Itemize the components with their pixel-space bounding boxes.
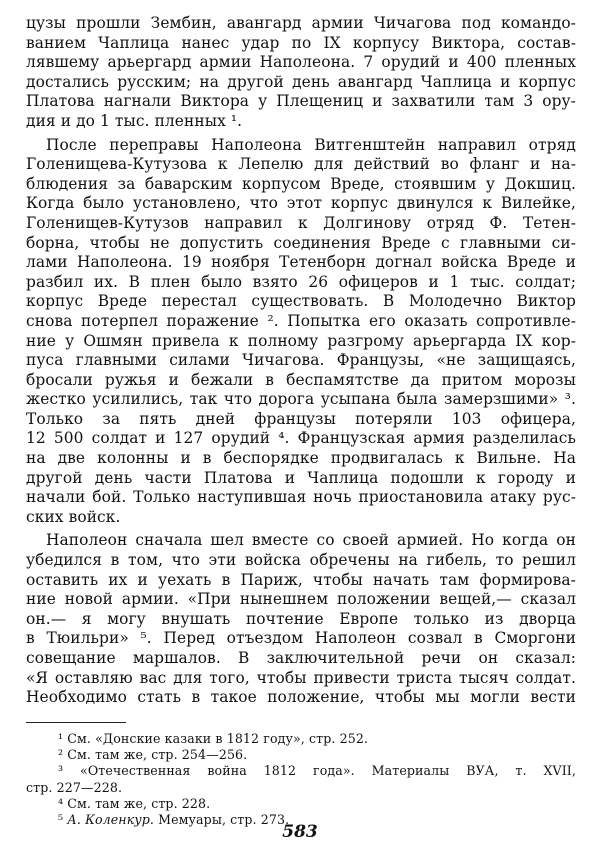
text-line: дия и до 1 тыс. пленных ¹. [26, 111, 243, 130]
footnotes [26, 731, 576, 829]
text-line: убедился в том, что эти войска обречены на гибель, то решил [26, 551, 576, 570]
text-line: Необходимо стать в такое положение, чтобы мы могли вести [26, 688, 576, 707]
paragraph-2 [26, 136, 576, 528]
text-line: на две колонны и в беспорядке продвигалась к Вильне. На [26, 449, 576, 468]
text-line: Когда было установлено, что этот корпус двинулся к Вилейке, [26, 194, 576, 213]
footnote-1: ¹ См. «Донские казаки в 1812 году», стр. 252. [58, 730, 369, 746]
text-line: цузы прошли Зембин, авангард армии Чичагова под командо- [26, 14, 576, 32]
paragraph-3 [26, 531, 576, 707]
footnote-3-continued: стр. 227—228. [26, 779, 123, 795]
page-body [26, 14, 576, 829]
text-line: совещание маршалов. В заключительной речи он сказал: [26, 649, 576, 667]
footnote-5-source: Мемуары, стр. 273. [154, 812, 290, 828]
text-line: ванием Чаплица нанес удар по IX корпусу Виктора, состав- [26, 33, 576, 52]
text-line: бросали ружья и бежали в беспамятстве да притом морозы [26, 370, 576, 389]
footnote-5-number: ⁵ [58, 812, 64, 828]
footnote-4: ⁴ См. там же, стр. 228. [58, 795, 211, 811]
text-line: достались русским; на другой день авангард Чаплица и корпус [26, 72, 576, 91]
text-line: ских войск. [26, 507, 121, 526]
text-line: жестко усилились, так что дорога усыпана была замерзшими» ³. [26, 390, 576, 409]
text-line: борна, чтобы не допустить соединения Вреде с главными си- [26, 233, 576, 252]
footnote-divider [26, 722, 126, 723]
text-line: разбил их. В плен было взято 26 офицеров и 1 тыс. солдат; [26, 272, 576, 291]
text-line: Голенищев-Кутузов направил к Долгинову отряд Ф. Тетен- [26, 213, 576, 232]
text-line: Платова нагнали Виктора у Плещениц и захватили там 3 ору- [26, 92, 576, 111]
text-line: 12 500 солдат и 127 орудий ⁴. Французская армия разделилась [26, 429, 576, 448]
text-line: снова потерпел поражение ². Попытка его оказать сопротивле- [26, 311, 576, 330]
text-line: оставить их и уехать в Париж, чтобы начать там формирова- [26, 570, 576, 589]
text-line: Голенищева-Кутузова к Лепелю для действий во фланг и на- [26, 155, 576, 174]
text-line: лявшему арьергард армии Наполеона. 7 орудий и 400 пленных [26, 53, 576, 72]
text-line: пуса главными силами Чичагова. Французы, «не защищаясь, [26, 351, 576, 370]
text-line: После переправы Наполеона Витгенштейн направил отряд [46, 135, 576, 154]
text-line: ние у Ошмян привела к полному разгрому арьергарда IX кор- [26, 331, 576, 350]
page-number: 583 [282, 822, 318, 842]
footnote-5-author: А. Коленкур. [67, 812, 154, 828]
text-line: Наполеон сначала шел вместе со своей армией. Но когда он [46, 531, 576, 550]
text-line: блюдения за баварским корпусом Вреде, стоявшим у Докшиц. [26, 174, 576, 193]
text-line: он.— я могу внушать почтение Европе только из дворца [26, 609, 576, 628]
footnote-3: ³ «Отечественная война 1812 года». Материалы ВУА, т. XVII, [58, 763, 576, 779]
text-line: ние новой армии. «При нынешнем положении вещей,— сказал [26, 590, 576, 609]
text-line: корпус Вреде перестал существовать. В Молодечно Виктор [26, 292, 576, 311]
text-line: лами Наполеона. 19 ноября Тетенборн догнал войска Вреде и [26, 253, 576, 272]
text-line: Только за пять дней французы потеряли 103 офицера, [26, 409, 576, 428]
text-line: другой день части Платова и Чаплица подошли к городу и [26, 468, 576, 487]
text-line: начали бой. Только наступившая ночь приостановила атаку рус- [26, 488, 576, 507]
text-line: «Я оставляю вас для того, чтобы привести триста тысяч солдат. [26, 668, 576, 687]
footnote-2: ² См. там же, стр. 254—256. [58, 747, 248, 763]
paragraph-1 [26, 14, 576, 132]
text-line: в Тюильри» ⁵. Перед отъездом Наполеон созвал в Сморгони [26, 629, 576, 648]
